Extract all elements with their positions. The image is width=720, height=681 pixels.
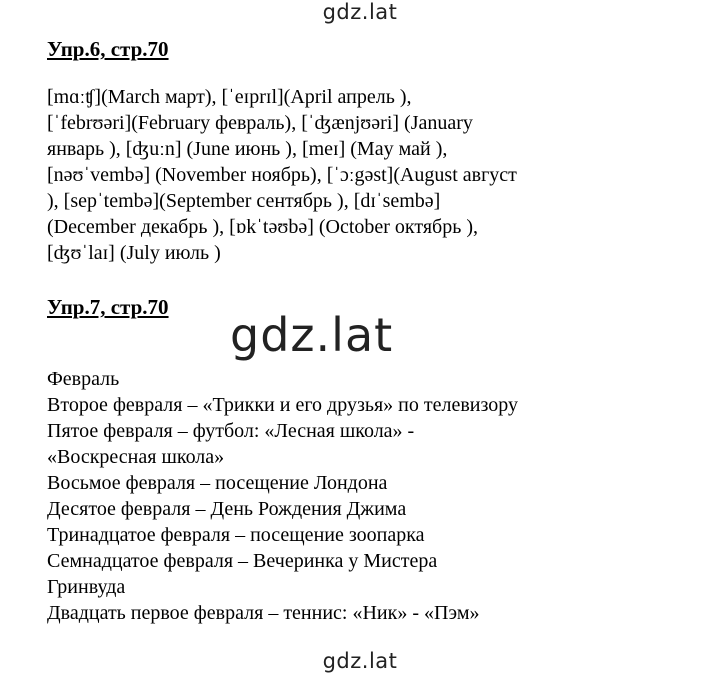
watermark-middle: gdz.lat xyxy=(230,308,394,362)
watermark-bottom: gdz.lat xyxy=(322,649,398,673)
text-line: Пятое февраля – футбол: «Лесная школа» - xyxy=(47,420,415,442)
text-line: Двадцать первое февраля – теннис: «Ник» - «Пэм» xyxy=(47,602,480,624)
text-line: Февраль xyxy=(47,368,120,390)
text-line: «Воскресная школа» xyxy=(47,446,225,468)
text-line: ), [sepˈtembə](September сентябрь ), [dɪˈsembə] xyxy=(47,190,441,212)
text-line: Десятое февраля – День Рождения Джима xyxy=(47,498,407,520)
text-line: [nəʊˈvembə] (November ноябрь), [ˈɔːgəst](August август xyxy=(47,164,517,186)
text-line: [mɑːʧ](March март), [ˈeɪprɪl](April апрель ), xyxy=(47,86,412,108)
text-line: (December декабрь ), [ɒkˈtəʊbə] (October октябрь ), xyxy=(47,216,479,238)
watermark-top: gdz.lat xyxy=(322,0,398,24)
text-line: январь ), [ʤuːn] (June июнь ), [meɪ] (May май ), xyxy=(47,138,448,160)
exercise-7-heading: Упр.7, стр.70 xyxy=(47,295,169,319)
exercise-7-text xyxy=(47,366,518,626)
text-line: [ʤʊˈlaɪ] (July июль ) xyxy=(47,242,221,264)
text-line: Семнадцатое февраля – Вечеринка у Мистера xyxy=(47,550,438,572)
text-line: Второе февраля – «Трикки и его друзья» по телевизору xyxy=(47,394,519,416)
text-line: [ˈfebrʊəri](February февраль), [ˈʤænjʊəri] (January xyxy=(47,112,473,134)
exercise-6-heading: Упр.6, стр.70 xyxy=(47,37,169,61)
text-line: Тринадцатое февраля – посещение зоопарка xyxy=(47,524,425,546)
text-line: Восьмое февраля – посещение Лондона xyxy=(47,472,388,494)
exercise-6-text xyxy=(47,84,517,266)
text-line: Гринвуда xyxy=(47,576,126,598)
